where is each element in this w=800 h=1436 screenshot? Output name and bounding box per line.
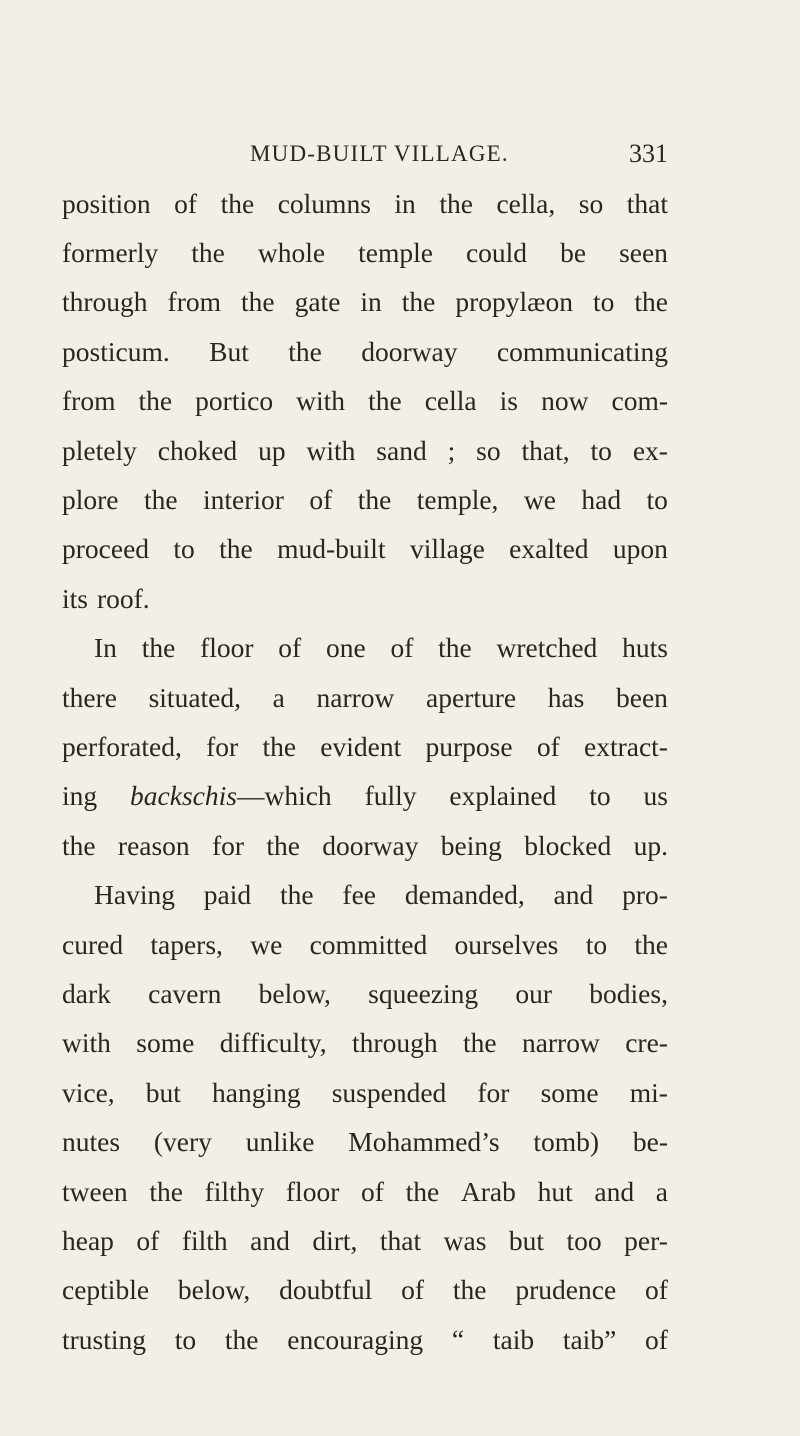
word: difficulty, xyxy=(219,1027,327,1059)
word: had xyxy=(581,484,622,516)
word: aperture xyxy=(426,681,517,713)
word: In xyxy=(94,632,117,664)
word: for xyxy=(206,730,239,762)
word: ourselves xyxy=(454,928,559,960)
word: to xyxy=(646,484,668,516)
word: for xyxy=(477,1076,510,1108)
word: the xyxy=(266,829,300,861)
word: communicating xyxy=(496,335,668,367)
word: narrow xyxy=(316,681,395,713)
word: below, xyxy=(177,1274,251,1306)
word: portico xyxy=(195,385,274,417)
word: tween xyxy=(62,1175,128,1207)
text-line xyxy=(62,920,668,969)
word: a xyxy=(272,681,285,713)
word: and xyxy=(250,1224,290,1256)
word: the xyxy=(288,335,322,367)
word: dark xyxy=(62,977,111,1009)
word: pletely xyxy=(62,434,137,466)
word: the xyxy=(241,286,275,318)
word: mud-built xyxy=(277,533,386,565)
word: ing xyxy=(62,780,98,812)
text-line xyxy=(62,1019,668,1068)
word: from xyxy=(62,385,116,417)
word: mi- xyxy=(629,1076,668,1108)
word: of xyxy=(536,730,560,762)
word: taib xyxy=(492,1323,535,1355)
word: per- xyxy=(624,1224,668,1256)
word: the xyxy=(138,385,173,417)
text-line xyxy=(62,969,668,1018)
word: the xyxy=(357,484,392,516)
word: the xyxy=(141,632,176,664)
text-line xyxy=(62,1315,668,1364)
word: cella xyxy=(424,385,477,417)
word: the xyxy=(62,829,96,861)
word: so xyxy=(578,187,604,219)
word: of xyxy=(361,1175,384,1207)
word: the xyxy=(438,632,472,664)
text-line xyxy=(62,278,668,327)
word: in xyxy=(360,286,382,318)
word: of xyxy=(136,1224,160,1256)
text-line xyxy=(62,722,668,771)
word: the xyxy=(401,286,436,318)
word: to xyxy=(592,286,615,318)
word: too xyxy=(566,1224,602,1256)
word: propylæon xyxy=(455,286,573,318)
word: village xyxy=(409,533,485,565)
body-text xyxy=(62,179,668,1364)
word: we xyxy=(250,928,283,960)
text-line xyxy=(62,673,668,722)
word: sand xyxy=(376,434,427,466)
word: Having xyxy=(94,879,175,911)
word: cre- xyxy=(625,1027,668,1059)
word: for xyxy=(211,829,245,861)
word: through xyxy=(62,286,148,318)
word: columns xyxy=(277,187,371,219)
word: was xyxy=(443,1224,487,1256)
text-line xyxy=(62,574,668,623)
word: of xyxy=(401,1274,425,1306)
word: doorway xyxy=(322,829,419,861)
word: fee xyxy=(342,879,376,911)
word: narrow xyxy=(521,1027,600,1059)
text-line xyxy=(62,525,668,574)
word: seen xyxy=(619,237,668,269)
word: floor xyxy=(200,632,254,664)
word: paid xyxy=(203,879,252,911)
word: perforated, xyxy=(62,730,182,762)
word: so xyxy=(476,434,501,466)
word: wretched xyxy=(496,632,598,664)
word: the xyxy=(452,1274,487,1306)
text-line xyxy=(62,1068,668,1117)
word: its xyxy=(62,582,88,614)
word: the xyxy=(149,1175,183,1207)
word: the xyxy=(462,1027,497,1059)
word: “ xyxy=(451,1323,465,1355)
text-line xyxy=(62,624,668,673)
word: hanging xyxy=(212,1076,301,1108)
word: of xyxy=(390,632,414,664)
text-line xyxy=(62,327,668,376)
word: some xyxy=(540,1076,599,1108)
word: now xyxy=(541,385,589,417)
word: choked xyxy=(157,434,238,466)
word: prudence xyxy=(515,1274,617,1306)
word: temple xyxy=(358,237,433,269)
word: roof. xyxy=(96,582,150,614)
text-line xyxy=(62,228,668,277)
word: a xyxy=(655,1175,668,1207)
word: be xyxy=(560,237,587,269)
word: that, xyxy=(521,434,570,466)
word: the xyxy=(143,484,178,516)
word: formerly xyxy=(62,237,159,269)
word: being xyxy=(440,829,502,861)
word: the xyxy=(634,928,668,960)
word: the xyxy=(439,187,473,219)
word: position xyxy=(62,187,151,219)
word: of xyxy=(174,187,198,219)
word: bodies, xyxy=(589,977,668,1009)
word: with xyxy=(62,1027,111,1059)
word: our xyxy=(515,977,553,1009)
word: Mohammed’s xyxy=(348,1126,500,1158)
word: evident xyxy=(320,730,402,762)
text-line xyxy=(62,772,668,821)
word: to xyxy=(174,1323,197,1355)
word xyxy=(130,780,332,812)
word: tomb) xyxy=(533,1126,600,1158)
word: the xyxy=(405,1175,440,1207)
word: temple, xyxy=(416,484,499,516)
word: gate xyxy=(294,286,341,318)
word: that xyxy=(626,187,668,219)
word: and xyxy=(553,879,594,911)
word: huts xyxy=(622,632,668,664)
word: situated, xyxy=(148,681,242,713)
word: the xyxy=(279,879,314,911)
word: us xyxy=(643,780,668,812)
word: posticum. xyxy=(62,335,170,367)
word: of xyxy=(278,632,302,664)
word: is xyxy=(499,385,519,417)
text-line xyxy=(62,377,668,426)
word: with xyxy=(306,434,356,466)
word: heap xyxy=(62,1224,114,1256)
word: (very xyxy=(153,1126,212,1158)
word: to xyxy=(590,434,612,466)
running-title: MUD-BUILT VILLAGE. xyxy=(250,141,509,166)
text-line xyxy=(62,1117,668,1166)
word: that xyxy=(379,1224,422,1256)
word: the xyxy=(224,1323,259,1355)
word: trusting xyxy=(62,1323,147,1355)
word: one xyxy=(325,632,366,664)
word: and xyxy=(594,1175,635,1207)
text-line xyxy=(62,821,668,870)
word: of xyxy=(309,484,333,516)
word: vice, xyxy=(62,1076,115,1108)
word: doubtful xyxy=(279,1274,373,1306)
word: the xyxy=(219,533,253,565)
word: unlike xyxy=(245,1126,315,1158)
word: some xyxy=(136,1027,195,1059)
word: has xyxy=(547,681,585,713)
word: floor xyxy=(285,1175,340,1207)
word: pro- xyxy=(622,879,668,911)
word: but xyxy=(145,1076,181,1108)
word: to xyxy=(173,533,195,565)
word: But xyxy=(209,335,249,367)
word: hut xyxy=(537,1175,573,1207)
word: with xyxy=(296,385,346,417)
word: cured xyxy=(62,928,124,960)
word: exalted xyxy=(509,533,589,565)
word: the xyxy=(634,286,668,318)
text-line xyxy=(62,1216,668,1265)
word: doorway xyxy=(361,335,458,367)
text-line xyxy=(62,475,668,524)
word: Arab xyxy=(460,1175,516,1207)
word: nutes xyxy=(62,1126,121,1158)
word: below, xyxy=(258,977,331,1009)
word: of xyxy=(645,1323,668,1355)
word: we xyxy=(523,484,556,516)
word: reason xyxy=(117,829,190,861)
word: from xyxy=(167,286,222,318)
word: through xyxy=(352,1027,438,1059)
word: tapers, xyxy=(150,928,223,960)
word: taib” xyxy=(562,1323,617,1355)
word: explained xyxy=(449,780,557,812)
word: suspended xyxy=(331,1076,447,1108)
text-line xyxy=(62,426,668,475)
word: ex- xyxy=(632,434,668,466)
word: the xyxy=(220,187,255,219)
text-line xyxy=(62,1167,668,1216)
word: purpose xyxy=(425,730,513,762)
word: whole xyxy=(257,237,326,269)
word: committed xyxy=(309,928,428,960)
word: up xyxy=(258,434,286,466)
page-number: 331 xyxy=(629,139,668,168)
word: encouraging xyxy=(287,1323,424,1355)
word: squeezing xyxy=(368,977,479,1009)
word: but xyxy=(508,1224,545,1256)
word: to xyxy=(589,780,611,812)
word-tail: —which xyxy=(236,780,332,812)
word: com- xyxy=(611,385,668,417)
word: demanded, xyxy=(404,879,525,911)
word: ; xyxy=(447,434,456,466)
word: of xyxy=(645,1274,668,1306)
word: proceed xyxy=(62,533,150,565)
word: filth xyxy=(181,1224,228,1256)
word: be- xyxy=(632,1126,668,1158)
word: upon xyxy=(612,533,668,565)
word: blocked xyxy=(524,829,612,861)
word: ceptible xyxy=(62,1274,150,1306)
word: filthy xyxy=(204,1175,265,1207)
word: dirt, xyxy=(312,1224,358,1256)
text-line xyxy=(62,870,668,919)
word: cavern xyxy=(148,977,222,1009)
word: could xyxy=(465,237,528,269)
word: fully xyxy=(364,780,417,812)
word: been xyxy=(616,681,668,713)
italic-word: backschis xyxy=(130,780,237,812)
word: in xyxy=(394,187,416,219)
word: plore xyxy=(62,484,119,516)
text-line xyxy=(62,1266,668,1315)
word: extract- xyxy=(584,730,668,762)
text-line xyxy=(62,179,668,228)
word: the xyxy=(262,730,297,762)
word: the xyxy=(368,385,402,417)
word: interior xyxy=(202,484,284,516)
running-head xyxy=(62,134,668,174)
word: there xyxy=(62,681,117,713)
word: up. xyxy=(633,829,668,861)
word: cella, xyxy=(496,187,556,219)
word: the xyxy=(191,237,225,269)
word: to xyxy=(585,928,608,960)
